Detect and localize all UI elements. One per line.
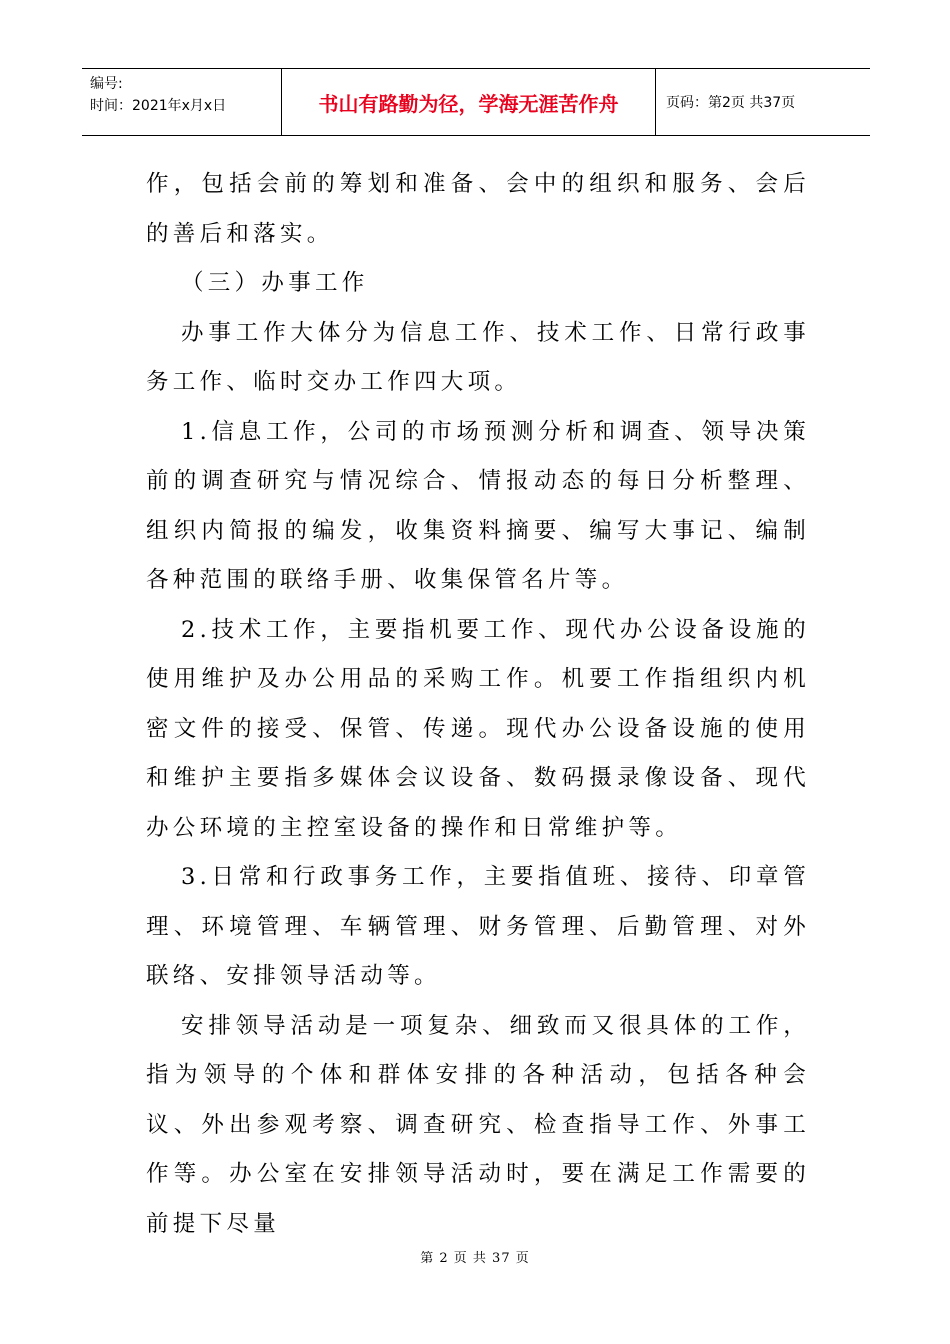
document-number-label: 编号: (90, 76, 123, 92)
section-heading: （三）办事工作 (181, 270, 369, 296)
page-footer: 第 2 页 共 37 页 (420, 1251, 530, 1266)
paragraph: 1.信息工作，公司的市场预测分析和调查、领导决策前的调查研究与情况综合、情报动态的每日分析整理、组织内简报的编发，收集资料摘要、编写大事记、编制各种范围的联络手册、收集保管名片等。 (146, 418, 810, 593)
paragraph: 办事工作大体分为信息工作、技术工作、日常行政事务工作、临时交办工作四大项。 (146, 319, 810, 395)
paragraph: 2.技术工作，主要指机要工作、现代办公设备设施的使用维护及办公用品的采购工作。机要工作指组织内机密文件的接受、保管、传递。现代办公设备设施的使用和维护主要指多媒体会议设备、数码摄录像设备、现代办公环境的主控室设备的操作和日常维护等。 (146, 616, 810, 841)
document-body (146, 160, 810, 1249)
paragraph: 安排领导活动是一项复杂、细致而又很具体的工作，指为领导的个体和群体安排的各种活动，包括各种会议、外出参观考察、调查研究、检查指导工作、外事工作等。办公室在安排领导活动时，要在满足工作需要的前提下尽量 (146, 1012, 810, 1237)
paragraph-continuation: 作，包括会前的筹划和准备、会中的组织和服务、会后的善后和落实。 (146, 171, 810, 247)
document-time-label: 时间：2021年x月x日 (90, 98, 227, 114)
header-meta (82, 69, 282, 135)
header-page-info: 页码：第2页 共37页 (666, 95, 796, 111)
paragraph: 3.日常和行政事务工作，主要指值班、接待、印章管理、环境管理、车辆管理、财务管理、后勤管理、对外联络、安排领导活动等。 (146, 864, 810, 989)
header-motto: 书山有路勤为径，学海无涯苦作舟 (282, 69, 656, 135)
page-header (82, 68, 870, 136)
